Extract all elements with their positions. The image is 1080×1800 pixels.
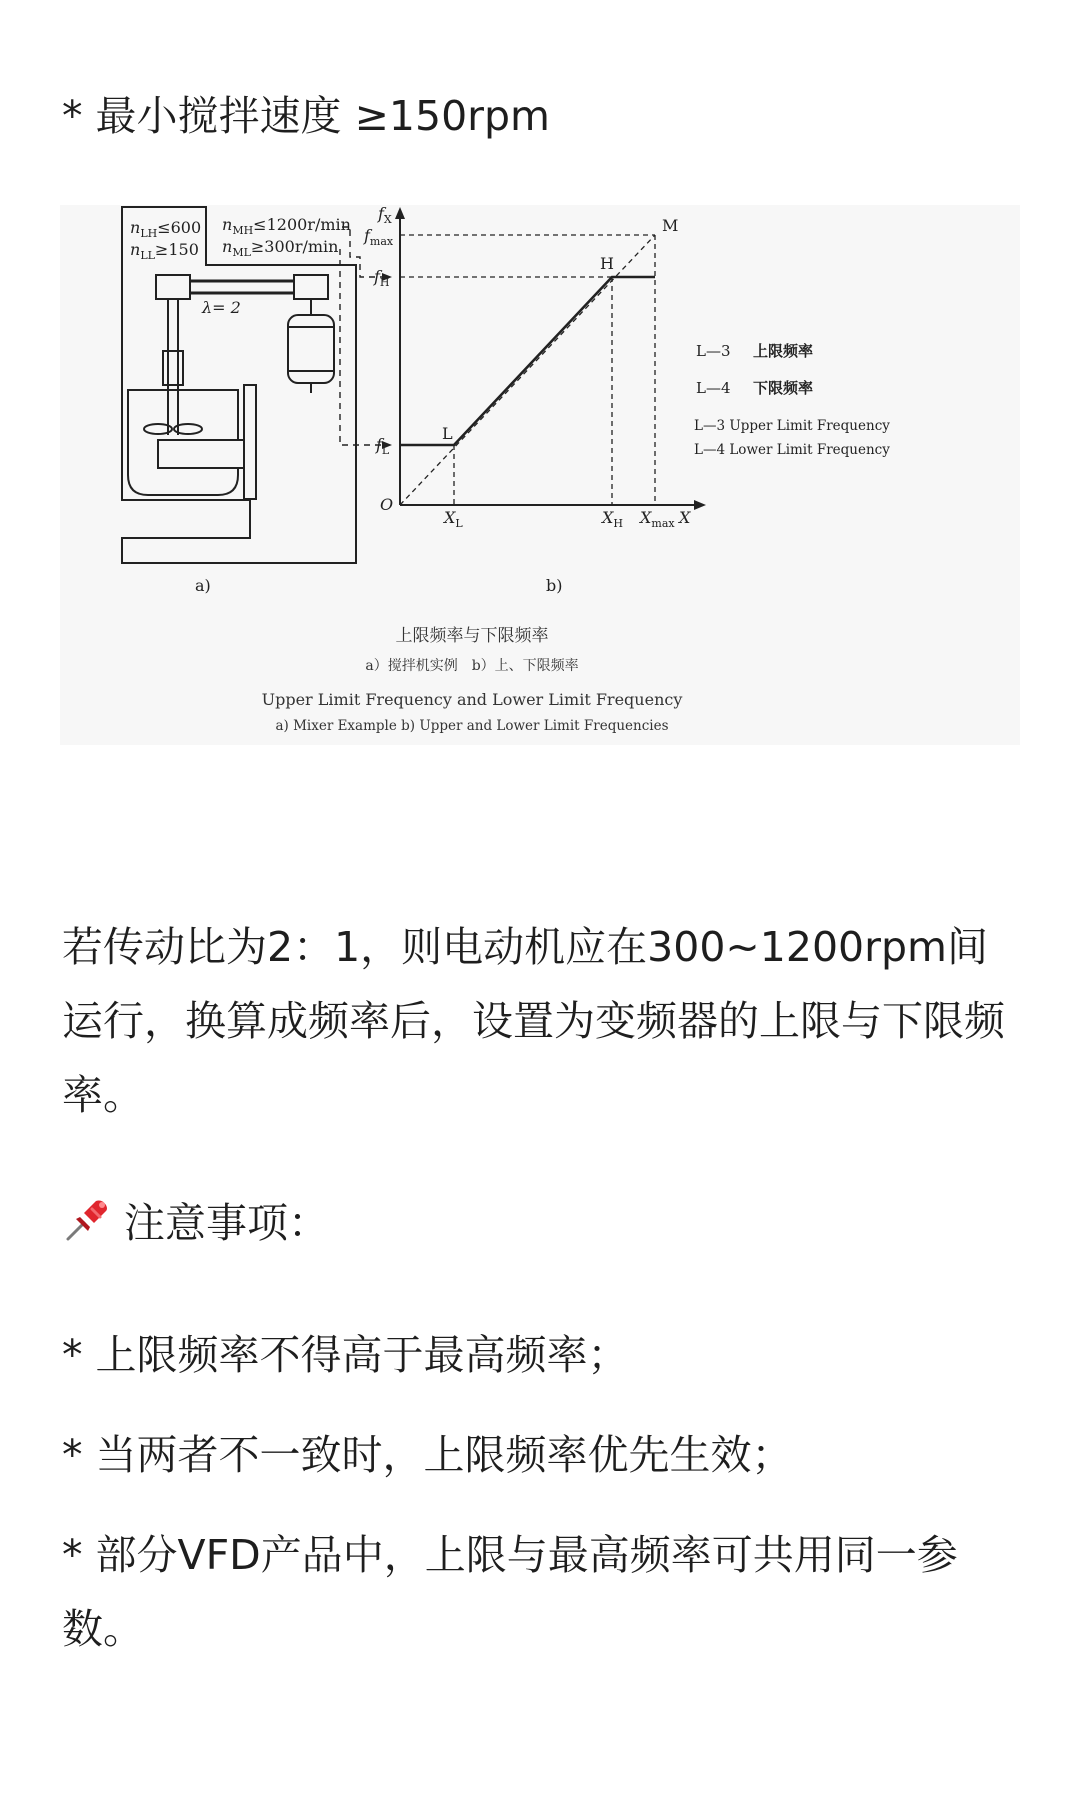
point-H-label: H (600, 254, 614, 273)
fH-symbol: f (374, 267, 380, 286)
nMH-symbol: n (222, 215, 233, 234)
nML-sub: ML (232, 246, 251, 259)
note-item-3: * 部分VFD产品中，上限与最高频率可共用同一参数。 (62, 1531, 958, 1653)
transmission-ratio: λ= 2 (202, 298, 241, 317)
shaft-pulley (156, 275, 190, 299)
notes-heading-text: 注意事项： (124, 1199, 329, 1247)
note-item-2: * 当两者不一致时，上限频率优先生效； (62, 1431, 793, 1479)
caption-cn-title: 上限频率与下限频率 (395, 626, 549, 646)
XL-symbol: X (444, 508, 456, 527)
caption-cn-sub: a）搅拌机实例 b）上、下限频率 (365, 658, 579, 674)
XL-sub: L (455, 517, 463, 530)
motor-body (288, 315, 334, 383)
legend-l3-code: L—3 (696, 342, 731, 360)
legend-l3-cn: 上限频率 (753, 342, 814, 360)
legend-l4-code: L—4 (696, 379, 731, 397)
Xmax-symbol: X (640, 508, 652, 527)
nLL-value: ≥150 (154, 240, 199, 259)
legend-l4-en: L—4 Lower Limit Frequency (694, 442, 890, 458)
fH-sub: H (379, 276, 390, 289)
pushpin-icon (62, 1195, 112, 1245)
caption-en-sub: a) Mixer Example b) Upper and Lower Limit Frequencies (275, 718, 669, 734)
caption-a: a) (195, 576, 211, 595)
min-speed-bullet: * 最小搅拌速度 ≥150rpm (62, 92, 550, 140)
fmax-symbol: f (364, 226, 370, 245)
y-axis-symbol: f (378, 205, 384, 223)
origin-label: O (380, 495, 394, 514)
nML-symbol: n (222, 237, 233, 256)
point-M-label: M (662, 216, 679, 235)
Xmax-sub: max (651, 517, 675, 530)
notes-heading (62, 1193, 329, 1253)
fL-sub: L (381, 444, 390, 457)
fmax-sub: max (369, 235, 394, 248)
fL-symbol: f (376, 435, 382, 454)
nMH-sub: MH (232, 224, 254, 237)
side-column (244, 385, 256, 499)
caption-en-title: Upper Limit Frequency and Lower Limit Frequency (261, 690, 683, 709)
nML-value: ≥300r/min (250, 237, 339, 256)
tank-support (158, 440, 244, 468)
point-L-label: L (442, 424, 453, 443)
note-item-1: * 上限频率不得高于最高频率； (62, 1331, 629, 1379)
nLL-sub: LL (140, 249, 155, 262)
transmission-paragraph: 若传动比为2：1，则电动机应在300~1200rpm间运行，换算成频率后，设置为变频器的上限与下限频率。 (62, 923, 1005, 1119)
x-axis-label: X (679, 508, 691, 527)
caption-b: b) (546, 576, 563, 595)
frequency-limit-figure (60, 205, 1020, 745)
legend-l3-en: L—3 Upper Limit Frequency (694, 418, 890, 434)
nLL-symbol: n (130, 240, 141, 259)
XH-symbol: X (602, 508, 614, 527)
nMH-value: ≤1200r/min (253, 215, 351, 234)
legend-l4-cn: 下限频率 (753, 379, 814, 397)
nLH-sub: LH (140, 227, 158, 240)
y-axis-sub: X (383, 213, 392, 226)
XH-sub: H (613, 517, 623, 530)
motor-pulley (294, 275, 328, 299)
nLH-symbol: n (130, 218, 141, 237)
nLH-value: ≤600 (157, 218, 202, 237)
